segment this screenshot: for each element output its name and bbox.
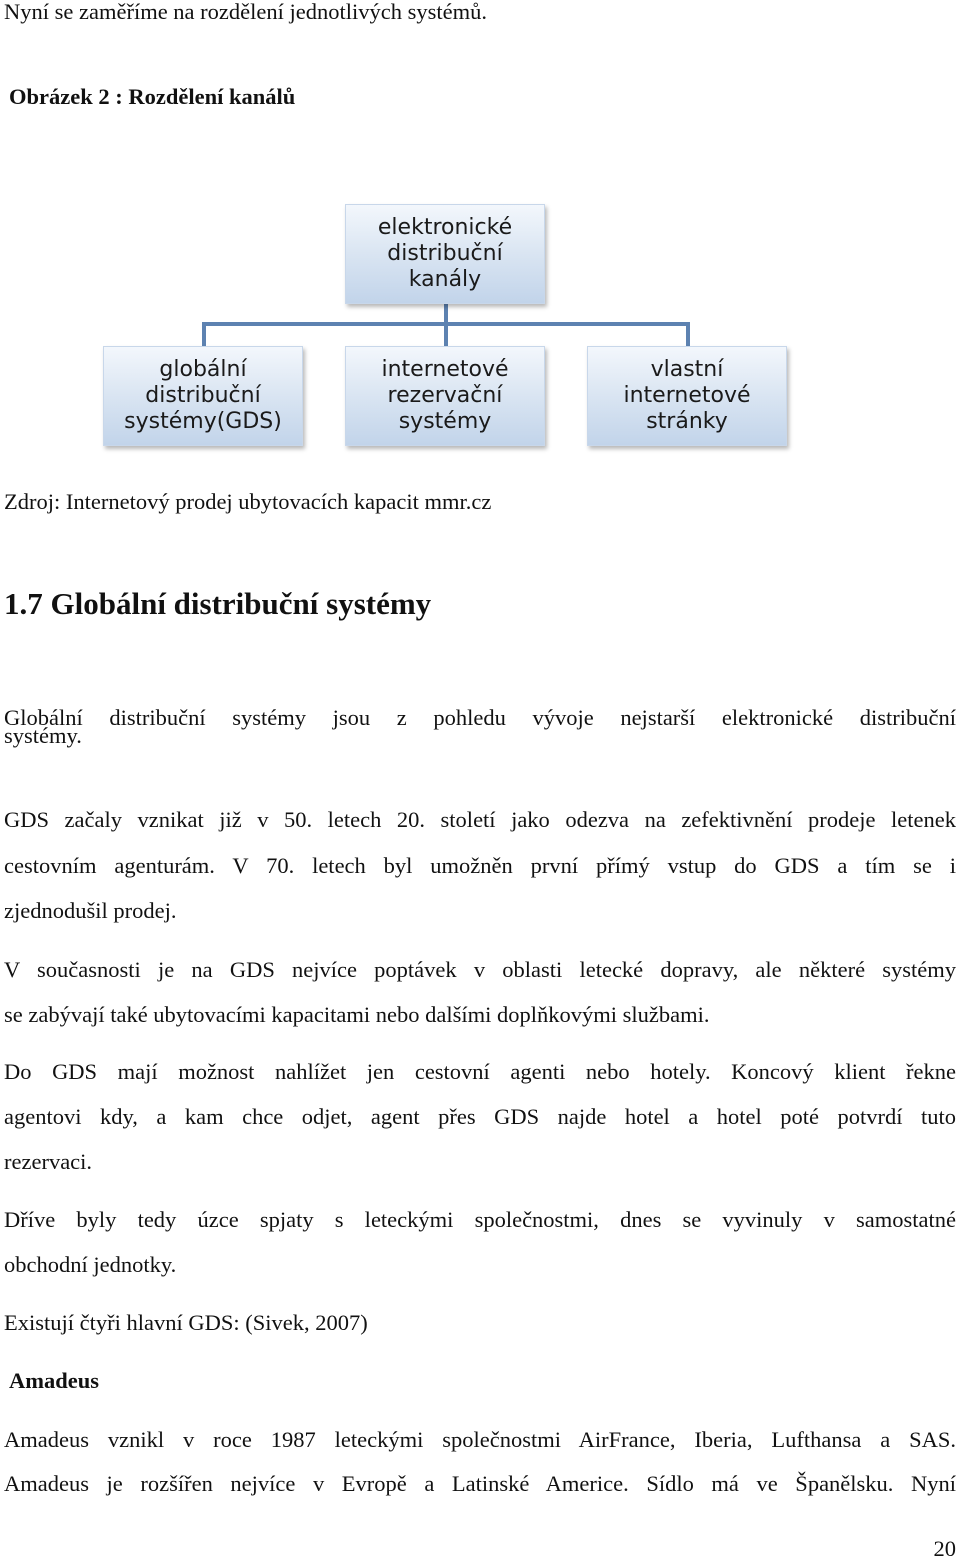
paragraph-line: Amadeus vznikl v roce 1987 leteckými společnostmi AirFrance, Iberia, Lufthansa a SAS. — [4, 1427, 956, 1452]
paragraph-line: Existují čtyři hlavní GDS: (Sivek, 2007) — [4, 1310, 368, 1335]
connector-horizontal — [202, 322, 690, 326]
paragraph-line: Amadeus je rozšířen nejvíce v Evropě a Latinské Americe. Sídlo má ve Španělsku. Nyní — [4, 1471, 956, 1496]
paragraph-line: agentovi kdy, a kam chce odjet, agent přes GDS najde hotel a hotel poté potvrdí tuto — [4, 1104, 956, 1129]
paragraph-line: systémy. — [4, 723, 82, 748]
figure-caption: Obrázek 2 : Rozdělení kanálů — [9, 84, 296, 109]
diagram-node-own-websites: vlastní internetové stránky — [587, 346, 787, 446]
section-heading: 1.7 Globální distribuční systémy — [4, 586, 432, 621]
paragraph-line: rezervaci. — [4, 1149, 93, 1174]
diagram-node-internet-reservation: internetové rezervační systémy — [345, 346, 545, 446]
connector-middle — [444, 322, 448, 347]
channel-diagram — [0, 0, 960, 470]
paragraph-line: Dříve byly tedy úzce spjaty s leteckými společnostmi, dnes se vyvinuly v samostatné — [4, 1207, 956, 1232]
paragraph-line: zjednodušil prodej. — [4, 898, 177, 923]
connector-left — [202, 322, 206, 347]
paragraph-line: cestovním agenturám. V 70. letech byl umožněn první přímý vstup do GDS a tím se i — [4, 853, 956, 878]
figure-source: Zdroj: Internetový prodej ubytovacích kapacit mmr.cz — [4, 489, 492, 514]
paragraph-line: Do GDS mají možnost nahlížet jen cestovní agenti nebo hotely. Koncový klient řekne — [4, 1059, 956, 1084]
paragraph-line: Globální distribuční systémy jsou z pohledu vývoje nejstarší elektronické distribuční — [4, 705, 956, 730]
page-number: 20 — [933, 1536, 956, 1561]
paragraph-line: V současnosti je na GDS nejvíce poptávek v oblasti letecké dopravy, ale některé systémy — [4, 957, 956, 982]
paragraph-line: se zabývají také ubytovacími kapacitami nebo dalšími doplňkovými službami. — [4, 1002, 710, 1027]
paragraph-line: obchodní jednotky. — [4, 1252, 177, 1277]
paragraph-line: GDS začaly vznikat již v 50. letech 20. století jako odezva na zefektivnění prodeje letenek — [4, 807, 956, 832]
subheading-amadeus: Amadeus — [9, 1368, 100, 1393]
connector-right — [686, 322, 690, 347]
intro-line: Nyní se zaměříme na rozdělení jednotlivých systémů. — [4, 0, 487, 24]
diagram-node-gds: globální distribuční systémy(GDS) — [103, 346, 303, 446]
diagram-root-node: elektronické distribuční kanály — [345, 204, 545, 304]
connector-root-stem — [444, 303, 448, 325]
